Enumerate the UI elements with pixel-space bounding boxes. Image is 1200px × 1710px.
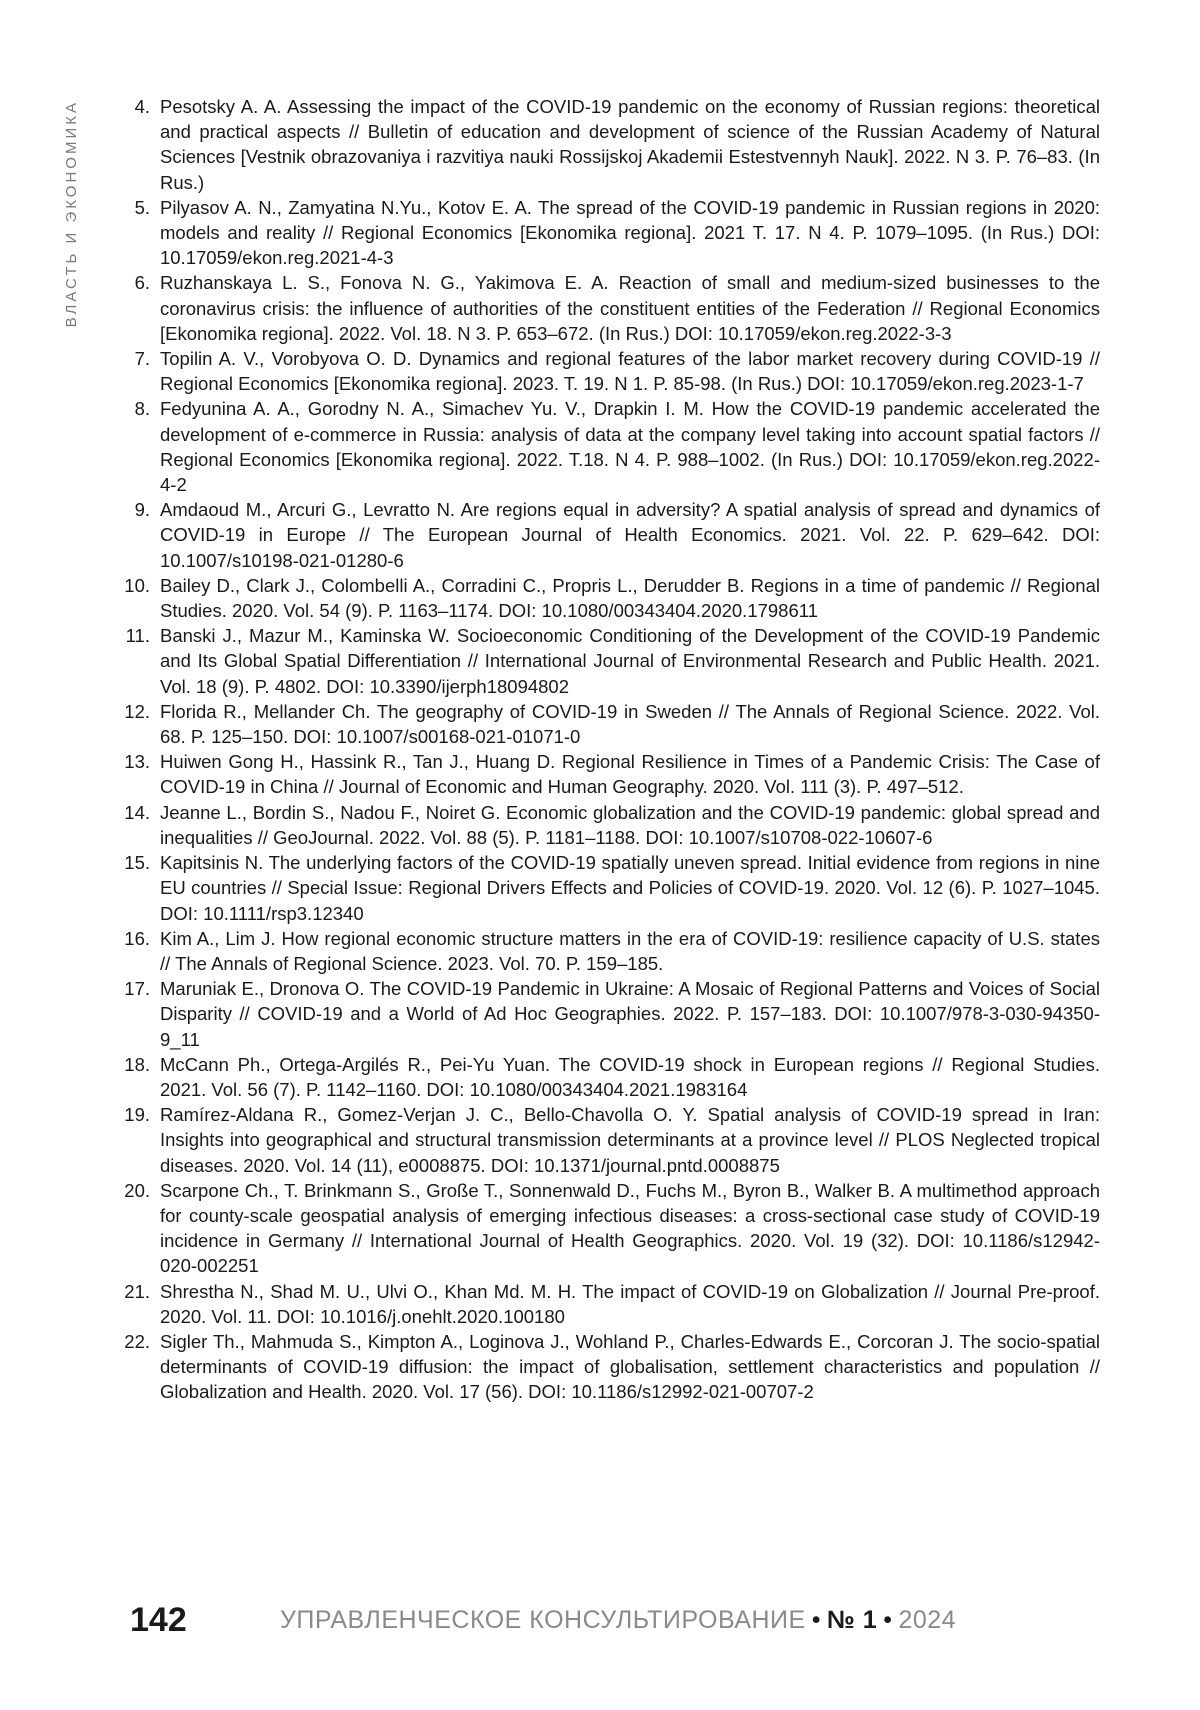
journal-title: УПРАВЛЕНЧЕСКОЕ КОНСУЛЬТИРОВАНИЕ	[280, 1605, 806, 1634]
reference-item	[110, 195, 1100, 271]
issue-number: № 1	[826, 1605, 878, 1634]
reference-item	[110, 1178, 1100, 1279]
reference-text: Huiwen Gong H., Hassink R., Tan J., Huang D. Regional Resilience in Times of a Pandemic Crisis: The Case of COVID-19 in China // Journal of Economic and Human Geography. 2020. Vol. 111 (3). P. 497–512.	[160, 751, 1100, 798]
reference-number: 4.	[134, 96, 150, 117]
reference-text: Pilyasov A. N., Zamyatina N.Yu., Kotov E. A. The spread of the COVID-19 pandemic in Russian regions in 2020: models and reality // Regional Economics [Ekonomika regiona]. 2021 T. 17. N 4. P. 1079–1095. (In Rus.) DOI: 10.17059/ekon.reg.2021-4-3	[160, 196, 1100, 269]
reference-text: Amdaoud M., Arcuri G., Levratto N. Are regions equal in adversity? A spatial analysis of spread and dynamics of COVID-19 in Europe // The European Journal of Health Economics. 2021. Vol. 22. P. 629–642. DOI: 10.1007/s10198-021-01280-6	[160, 499, 1100, 571]
reference-text: Scarpone Ch., T. Brinkmann S., Große T., Sonnenwald D., Fuchs M., Byron B., Walker B. A multimethod approach for county-scale geospatial analysis of emerging infectious diseases: a cross-sectional case study of COVID-19 incidence in Germany // International Journal of Health Geographics. 2020. Vol. 19 (32). DOI: 10.1186/s12942-020-002251	[160, 1179, 1100, 1277]
reference-item	[110, 749, 1100, 799]
reference-number: 20.	[124, 1179, 150, 1201]
reference-item	[110, 926, 1100, 976]
reference-item	[110, 699, 1100, 749]
reference-item	[110, 573, 1100, 623]
footer-separator: •	[811, 1605, 821, 1634]
reference-text: Ruzhanskaya L. S., Fonova N. G., Yakimova E. A. Reaction of small and medium-sized businesses to the coronavirus crisis: the influence of authorities of the constituent entities of the Federation // Regional Economics [Ekonomika regiona]. 2022. Vol. 18. N 3. P. 653–672. (In Rus.) DOI: 10.17059/ekon.reg.2022-3-3	[160, 272, 1100, 344]
reference-item	[110, 346, 1100, 396]
reference-text: Maruniak E., Dronova O. The COVID-19 Pandemic in Ukraine: A Mosaic of Regional Patterns and Voices of Social Disparity // COVID-19 and a World of Ad Hoc Geographies. 2022. P. 157–183. DOI: 10.1007/978-3-030-94350-9_11	[160, 978, 1100, 1050]
reference-item	[110, 497, 1100, 573]
reference-item	[110, 94, 1100, 195]
page-footer	[130, 1595, 1070, 1645]
reference-number: 8.	[134, 398, 150, 420]
reference-text: Bailey D., Clark J., Colombelli A., Corradini C., Propris L., Derudder B. Regions in a time of pandemic // Regional Studies. 2020. Vol. 54 (9). P. 1163–1174. DOI: 10.1080/00343404.2020.1798611	[160, 574, 1100, 622]
reference-number: 9.	[134, 499, 150, 521]
reference-number: 6.	[134, 272, 150, 294]
page-number: 142	[130, 1600, 187, 1639]
reference-number: 13.	[124, 751, 150, 773]
reference-item	[110, 270, 1100, 346]
reference-number: 10.	[124, 574, 150, 596]
reference-number: 18.	[124, 1053, 150, 1075]
reference-number: 19.	[124, 1104, 150, 1126]
reference-number: 22.	[124, 1330, 150, 1352]
footer-separator: •	[883, 1605, 893, 1634]
reference-number: 7.	[134, 348, 150, 370]
reference-number: 14.	[124, 801, 150, 823]
reference-text: Florida R., Mellander Ch. The geography of COVID-19 in Sweden // The Annals of Regional Science. 2022. Vol. 68. P. 125–150. DOI: 10.1007/s00168-021-01071-0	[160, 700, 1100, 748]
reference-item	[110, 1279, 1100, 1329]
reference-item	[110, 1102, 1100, 1178]
reference-number: 16.	[124, 927, 150, 949]
reference-number: 17.	[124, 978, 150, 1000]
reference-number: 5.	[134, 196, 150, 218]
reference-text: McCann Ph., Ortega-Argilés R., Pei-Yu Yuan. The COVID-19 shock in European regions // Regional Studies. 2021. Vol. 56 (7). P. 1142–1160. DOI: 10.1080/00343404.2021.1983164	[160, 1053, 1100, 1100]
reference-text: Banski J., Mazur M., Kaminska W. Socioeconomic Conditioning of the Development of the COVID-19 Pandemic and Its Global Spatial Differentiation // International Journal of Environmental Research and Public Health. 2021. Vol. 18 (9). P. 4802. DOI: 10.3390/ijerph18094802	[160, 625, 1100, 697]
issue-year: 2024	[898, 1605, 957, 1634]
reference-list	[110, 94, 1100, 1405]
reference-item	[110, 1052, 1100, 1102]
reference-text: Pesotsky A. A. Assessing the impact of the COVID-19 pandemic on the economy of Russian regions: theoretical and practical aspects // Bulletin of education and development of science of the Russian Academy of Natural Sciences [Vestnik obrazovaniya i razvitiya nauki Rossijskoj Akademii Estestvennyh Nauk]. 2022. N 3. P. 76–83. (In Rus.)	[160, 96, 1100, 193]
reference-number: 15.	[124, 852, 150, 874]
reference-item	[110, 800, 1100, 850]
reference-text: Sigler Th., Mahmuda S., Kimpton A., Loginova J., Wohland P., Charles-Edwards E., Corcoran J. The socio-spatial determinants of COVID-19 diffusion: the impact of globalisation, settlement characteristics and population // Globalization and Health. 2020. Vol. 17 (56). DOI: 10.1186/s12992-021-00707-2	[160, 1330, 1100, 1403]
reference-item	[110, 1329, 1100, 1405]
reference-text: Kapitsinis N. The underlying factors of the COVID-19 spatially uneven spread. Initial evidence from regions in nine EU countries // Special Issue: Regional Drivers Effects and Policies of COVID-19. 2020. Vol. 12 (6). P. 1027–1045. DOI: 10.1111/rsp3.12340	[160, 852, 1100, 924]
journal-running-footer	[280, 1606, 956, 1635]
reference-text: Jeanne L., Bordin S., Nadou F., Noiret G. Economic globalization and the COVID-19 pandemic: global spread and inequalities // GeoJournal. 2022. Vol. 88 (5). P. 1181–1188. DOI: 10.1007/s10708-022-10607-6	[160, 801, 1100, 848]
section-running-head: ВЛАСТЬ И ЭКОНОМИКА	[63, 100, 80, 328]
reference-text: Ramírez-Aldana R., Gomez-Verjan J. C., Bello-Chavolla O. Y. Spatial analysis of COVID-19 spread in Iran: Insights into geographical and structural transmission determinants at a province level // PLOS Neglected tropical diseases. 2020. Vol. 14 (11), e0008875. DOI: 10.1371/journal.pntd.0008875	[160, 1104, 1100, 1176]
reference-item	[110, 976, 1100, 1052]
reference-number: 11.	[125, 625, 150, 647]
reference-item	[110, 850, 1100, 926]
reference-number: 12.	[124, 700, 150, 722]
reference-text: Shrestha N., Shad M. U., Ulvi O., Khan Md. M. H. The impact of COVID-19 on Globalization // Journal Pre-proof. 2020. Vol. 11. DOI: 10.1016/j.onehlt.2020.100180	[160, 1280, 1100, 1327]
reference-item	[110, 396, 1100, 497]
reference-item	[110, 623, 1100, 699]
reference-text: Kim A., Lim J. How regional economic structure matters in the era of COVID-19: resilience capacity of U.S. states // The Annals of Regional Science. 2023. Vol. 70. P. 159–185.	[160, 927, 1100, 974]
reference-number: 21.	[124, 1280, 150, 1302]
reference-text: Topilin A. V., Vorobyova O. D. Dynamics and regional features of the labor market recovery during COVID-19 // Regional Economics [Ekonomika regiona]. 2023. T. 19. N 1. P. 85-98. (In Rus.) DOI: 10.17059/ekon.reg.2023-1-7	[160, 348, 1100, 395]
reference-text: Fedyunina A. A., Gorodny N. A., Simachev Yu. V., Drapkin I. M. How the COVID-19 pandemic accelerated the development of e-commerce in Russia: analysis of data at the company level taking into account spatial factors // Regional Economics [Ekonomika regiona]. 2022. T.18. N 4. P. 988–1002. (In Rus.) DOI: 10.17059/ekon.reg.2022-4-2	[160, 398, 1100, 496]
